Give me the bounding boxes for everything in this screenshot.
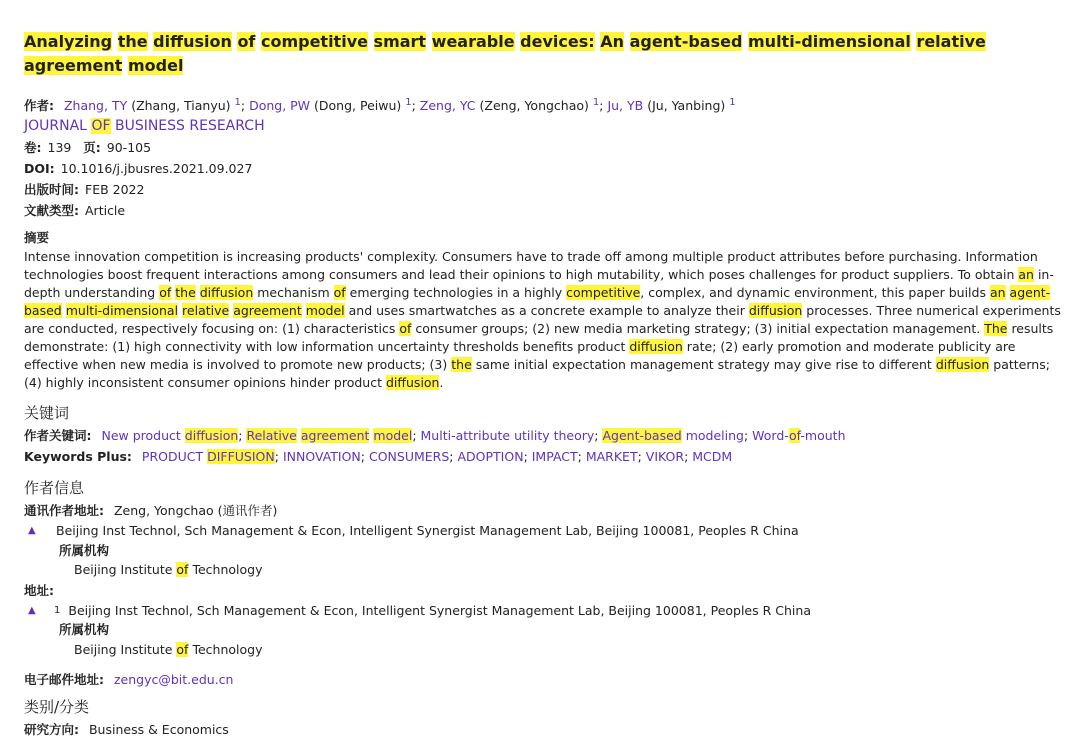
author-link[interactable]: Zeng, YC	[419, 98, 476, 114]
keyword-link[interactable]	[586, 449, 638, 464]
search-highlight: competitive	[260, 32, 368, 51]
corr-author-label: 通讯作者地址:	[24, 503, 104, 519]
address-row	[24, 601, 1063, 621]
text-run: rate; (2) early promotion and moderate publicity are effective when new media is involved to promote new products; (3)	[24, 339, 1016, 373]
search-highlight: multi-dimensional	[65, 303, 179, 319]
search-highlight: relative	[916, 32, 986, 51]
author-keywords-list	[101, 428, 845, 443]
search-highlight: wearable	[431, 32, 515, 51]
address-label: 地址:	[24, 582, 54, 598]
text-run: emerging technologies in a highly	[345, 285, 567, 301]
org-label: 所属机构	[59, 622, 110, 638]
keyword-link[interactable]	[369, 449, 449, 464]
search-highlight: agreement	[300, 428, 370, 444]
text-run: Multi-attribute utility theory	[420, 428, 595, 444]
search-highlight: multi-dimensional	[748, 32, 911, 51]
pubdate-label: 出版时间:	[24, 182, 79, 198]
research-area-row	[24, 719, 1063, 740]
corr-author-row	[24, 500, 1063, 521]
search-highlight: the	[117, 32, 148, 51]
doi-label: DOI:	[24, 161, 55, 177]
email-link[interactable]: zengyc@bit.edu.cn	[113, 672, 234, 688]
search-highlight: The	[984, 321, 1008, 337]
search-highlight: agreement	[24, 56, 123, 75]
author-keywords-label: 作者关键词:	[24, 428, 92, 444]
keyword-link[interactable]	[101, 428, 238, 443]
separator: ;	[577, 449, 586, 465]
author-fullname: (Zhang, Tianyu)	[127, 98, 235, 114]
abstract-text	[24, 248, 1062, 392]
category-heading: 类别/分类	[24, 698, 90, 717]
search-highlight: the	[175, 285, 196, 301]
pubdate-value: FEB 2022	[85, 182, 145, 198]
search-highlight: agent-based	[629, 32, 743, 51]
keyword-link[interactable]	[457, 449, 523, 464]
search-highlight: an	[1018, 267, 1034, 283]
author-link[interactable]: Ju, YB	[607, 98, 644, 114]
research-area-value: Business & Economics	[88, 722, 229, 738]
journal-link[interactable]	[24, 116, 1063, 136]
text-run: same initial expectation management strategy may give rise to different	[471, 357, 936, 373]
email-label: 电子邮件地址:	[24, 672, 104, 688]
text-run: patterns; (4) highly inconsistent consumer opinions hinder product	[24, 357, 1050, 391]
text-run: .	[439, 375, 444, 391]
text-run	[1006, 285, 1010, 300]
separator: ;	[411, 98, 420, 114]
doi-value: 10.1016/j.jbusres.2021.09.027	[60, 161, 253, 177]
search-highlight: competitive	[566, 285, 641, 301]
text-run: New product	[101, 428, 185, 444]
research-area-label: 研究方向:	[24, 722, 79, 738]
author-fullname: (Ju, Yanbing)	[643, 98, 730, 114]
text-run: Technology	[188, 641, 263, 657]
search-highlight: model	[373, 428, 413, 444]
author-link[interactable]: Dong, PW	[249, 98, 311, 114]
search-highlight: of	[789, 428, 801, 444]
affiliation-link[interactable]: 1	[592, 97, 600, 108]
keyword-link[interactable]	[752, 428, 845, 443]
pages-value: 90-105	[106, 140, 152, 156]
search-highlight: the	[451, 357, 472, 373]
text-run: consumer groups; (2) new media marketing strategy; (3) initial expectation management.	[411, 321, 985, 337]
pubdate-row	[24, 179, 1063, 200]
affiliation-link[interactable]: 1	[405, 97, 412, 108]
search-highlight: Analyzing	[24, 32, 113, 51]
search-highlight: diffusion	[629, 339, 683, 355]
keywords-plus-label: Keywords Plus:	[24, 449, 132, 465]
separator: ;	[449, 449, 458, 465]
text-run	[426, 32, 432, 51]
search-highlight: diffusion	[199, 285, 254, 301]
org-value	[24, 640, 1063, 660]
search-highlight: of	[333, 285, 346, 301]
text-run: -mouth	[800, 428, 846, 444]
search-highlight: agreement	[233, 303, 302, 319]
authors-list	[64, 98, 736, 113]
text-run	[624, 32, 630, 51]
separator: ;	[743, 428, 753, 444]
keyword-link[interactable]	[421, 428, 595, 443]
separator: ;	[523, 449, 532, 465]
address-text: Beijing Inst Technol, Sch Management & Econ, Intelligent Synergist Management Lab, Beijing 100081, Peoples R China	[68, 602, 811, 618]
search-highlight: of	[176, 641, 189, 657]
text-run	[368, 32, 374, 51]
corr-org-value	[24, 560, 1063, 580]
search-highlight: relative	[182, 303, 230, 319]
corr-address-row	[24, 521, 1063, 541]
keyword-link[interactable]	[532, 449, 578, 464]
search-highlight: an	[989, 285, 1006, 301]
separator: ;	[599, 98, 608, 114]
text-run: MCDM	[692, 449, 733, 465]
text-run: Beijing Institute	[74, 562, 177, 578]
author-link[interactable]: Zhang, TY	[63, 98, 128, 114]
collapse-triangle-icon[interactable]: ▲	[28, 604, 36, 616]
search-highlight: Agent-based	[602, 428, 682, 444]
affiliation-link[interactable]: 1	[729, 97, 736, 108]
keyword-link[interactable]	[246, 428, 412, 443]
volume-value: 139	[47, 140, 72, 156]
search-highlight: smart	[373, 32, 427, 51]
keywords-heading: 关键词	[24, 404, 70, 423]
authors-row	[24, 92, 1063, 116]
collapse-triangle-icon[interactable]: ▲	[28, 525, 36, 537]
separator: ;	[594, 428, 603, 444]
doctype-value: Article	[85, 203, 126, 219]
text-run: and uses smartwatches as a concrete example to analyze their	[344, 303, 749, 319]
author-fullname: (Zeng, Yongchao)	[475, 98, 593, 114]
corr-org-label: 所属机构	[59, 542, 110, 558]
author-fullname: (Dong, Peiwu)	[310, 98, 406, 114]
search-highlight: of	[399, 321, 412, 337]
search-highlight: of	[176, 562, 189, 578]
separator: ;	[238, 428, 247, 444]
search-highlight: diffusion	[184, 428, 239, 444]
authors-label: 作者:	[24, 98, 54, 114]
text-run: results demonstrate: (1) high connectivity with low information uncertainty thresholds benefits product	[24, 321, 1054, 355]
text-run: JOURNAL	[24, 118, 92, 135]
record-title	[24, 30, 1063, 78]
search-highlight: devices:	[520, 32, 595, 51]
abstract-label: 摘要	[24, 230, 50, 246]
text-run: in-depth understanding	[24, 267, 1054, 301]
separator: ;	[360, 449, 369, 465]
search-highlight: diffusion	[385, 375, 440, 391]
keyword-link[interactable]	[142, 449, 275, 464]
text-run: PRODUCT	[141, 449, 208, 465]
search-highlight: diffusion	[153, 32, 232, 51]
search-highlight: diffusion	[935, 357, 990, 373]
text-run: CONSUMERS	[368, 449, 450, 465]
keywords-plus-row	[24, 446, 1063, 467]
author-info-heading: 作者信息	[24, 479, 85, 498]
search-highlight: DIFFUSION	[207, 449, 275, 465]
affiliation-link[interactable]: 1	[234, 97, 241, 108]
email-row	[24, 669, 1063, 690]
search-highlight: of	[159, 285, 172, 301]
text-run: BUSINESS RESEARCH	[110, 118, 265, 135]
search-highlight: Relative	[246, 428, 297, 444]
volume-label: 卷:	[24, 140, 42, 156]
separator: ;	[637, 449, 646, 465]
keywords-plus-list	[142, 449, 732, 464]
address-number: 1	[54, 604, 61, 616]
corr-author-value: Zeng, Yongchao (通讯作者)	[113, 503, 278, 519]
text-run: VIKOR	[645, 449, 685, 465]
text-run: Intense innovation competition is increasing products' complexity. Consumers have to trade off among multiple product attributes before purchasing. Information technologies boost frequent interactions among consumers and lead their opinions to high mutability, which poses challenges for product suppliers. To obtain	[24, 249, 1038, 283]
keyword-link[interactable]	[602, 428, 743, 443]
search-highlight: An	[600, 32, 624, 51]
separator: ;	[274, 449, 283, 465]
search-highlight: diffusion	[748, 303, 803, 319]
pages-label: 页:	[83, 140, 101, 156]
doctype-label: 文献类型:	[24, 203, 79, 219]
text-run: Technology	[188, 562, 263, 578]
corr-address-text: Beijing Inst Technol, Sch Management & Econ, Intelligent Synergist Management Lab, Beijing 100081, Peoples R China	[56, 523, 799, 539]
text-run	[112, 32, 118, 51]
separator: ;	[412, 428, 421, 444]
search-highlight: model	[305, 303, 345, 319]
keyword-link[interactable]	[283, 449, 361, 464]
text-run: Beijing Institute	[74, 641, 177, 657]
keyword-link[interactable]	[646, 449, 684, 464]
search-highlight: of	[237, 32, 256, 51]
volume-pages-row	[24, 137, 1063, 158]
text-run: ADOPTION	[457, 449, 524, 465]
text-run: Word-	[752, 428, 790, 444]
search-highlight: model	[127, 56, 184, 75]
author-keywords-row	[24, 425, 1063, 446]
text-run: modeling	[681, 428, 744, 444]
text-run: IMPACT	[531, 449, 578, 465]
text-run: MARKET	[585, 449, 638, 465]
search-highlight: OF	[91, 118, 111, 135]
text-run: , complex, and dynamic environment, this paper builds	[640, 285, 990, 301]
text-run: INNOVATION	[282, 449, 361, 465]
doctype-row	[24, 200, 1063, 221]
search-highlight: agent-based	[24, 285, 1051, 319]
doi-row	[24, 158, 1063, 179]
separator: ;	[684, 449, 693, 465]
text-run: mechanism	[253, 285, 334, 301]
journal-name[interactable]	[24, 118, 265, 134]
separator: ;	[240, 98, 250, 114]
text-run: processes. Three numerical experiments are conducted, respectively focusing on: (1) characteristics	[24, 303, 1061, 337]
keyword-link[interactable]	[692, 449, 732, 464]
